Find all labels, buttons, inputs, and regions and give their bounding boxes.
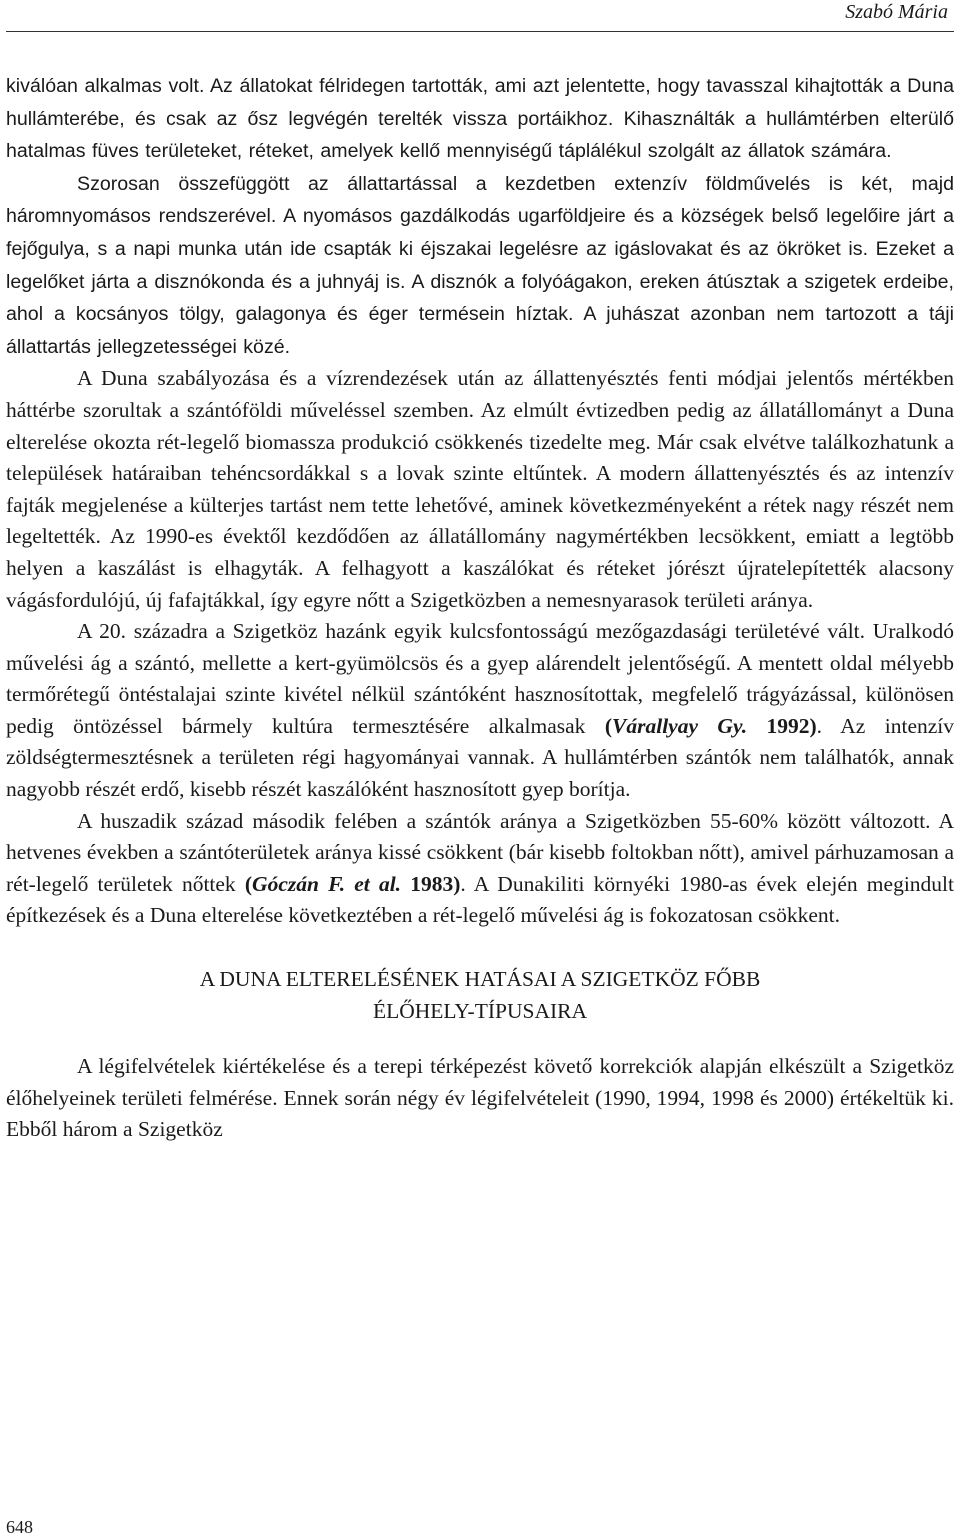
paragraph-text: A huszadik század második felében a szántók aránya a Szigetközben 55-60% között változott. A hetvenes években a szántóterületek aránya kissé csökkent (bár kisebb foltokban nőtt), amivel párhuzamosan a rét-legelő területek nőttek: [6, 808, 954, 896]
paragraph-20th-century: [6, 616, 954, 806]
paragraph-second-half: [6, 806, 954, 932]
citation-paren: (: [244, 871, 253, 896]
paragraph-text: A 20. századra a Szigetköz hazánk egyik kulcsfontosságú mezőgazdasági területévé vált. Uralkodó művelési ág a szántó, mellette a kert-gyümölcsös és a gyep alárendelt jelentőségű. A mentett oldal mélyebb termőrétegű öntéstalajai szinte kivétel nélkül szántóként hasznosítottak, megfelelő trágyázással, különösen pedig öntözéssel bármely kultúra termesztésére alkalmasak: [6, 619, 954, 738]
body-text: [6, 70, 954, 1146]
citation-year: 1992): [747, 713, 817, 738]
paragraph-survey: [6, 1051, 954, 1146]
citation-paren: (: [604, 713, 613, 738]
paragraph-text: A Duna szabályozása és a vízrendezések után az állattenyésztés fenti módjai jelentős mértékben háttérbe szorultak a szántóföldi műveléssel szemben. Az elmúlt évtizedben pedig az állatállományt a Duna elterelése okozta rét-legelő biomassza produkció csökkenés tizedelte meg. Már csak elvétve találkozhatunk a települések határaiban tehéncsordákkal s a lovak szinte eltűntek. A modern állattenyésztés és az intenzív fajták megjelenése a külterjes tartást nem tette lehetővé, aminek következményeként a rétek nagy részét nem legeltették. Az 1990-es évektől kezdődően az állatállomány nagymértékben lecsökkent, emiatt a legtöbb helyen a kaszálást is elhagyták. A felhagyott a kaszálókat és réteket jórészt újratelepítették alacsony vágásfordulójú, új fafajtákkal, így egyre nőtt a Szigetközben a nemesnyarasok területi aránya.: [6, 366, 954, 612]
paragraph-text-continuation: A nyomásos gazdálkodás ugarföldjeire és a községek belső legelőire járt a fejőgulya, s a napi munka után ide csapták ki éjszakai legelésre az igáslovakat és az ökröket is. Ezeket a legelőket járta a disznókonda és a juhnyáj is. A disznók a folyóágakon, ereken átúsztak a szigetek erdeibe, ahol a kocsányos tölgy, galagonya és éger termésein híztak. A juhászat azonban nem tartozott a táji állattartás jellegzetességei közé.: [6, 205, 955, 358]
page-number: 648: [6, 1517, 33, 1537]
paragraph-text: A légifelvételek kiértékelése és a terepi térképezést követő korrekciók alapján elkészült a Szigetköz élőhelyeinek területi felmérése. Ennek során négy év légifelvételeit (1990, 1994, 1998 és 2000) értékeltük ki. Ebből három a Szigetköz: [6, 1054, 954, 1142]
section-heading-line1: A DUNA ELTERELÉSÉNEK HATÁSAI A SZIGETKÖZ FŐBB: [199, 967, 761, 992]
paragraph-regulation: [6, 363, 954, 616]
paragraph-agriculture: [6, 168, 954, 364]
paragraph-livestock-intro: [6, 70, 954, 168]
citation-author: Várallyay Gy.: [612, 713, 748, 738]
section-heading-line2: ÉLŐHELY-TÍPUSAIRA: [372, 999, 588, 1024]
citation-author: Góczán F. et al.: [252, 871, 402, 896]
citation-year: 1983): [401, 871, 461, 896]
header-author: Szabó Mária: [845, 1, 948, 23]
paragraph-text: . A Dunakiliti környéki 1980-as évek elején megindult építkezések és a Duna elterelése következtében a rét-legelő művelési ág is fokozatosan csökkent.: [6, 871, 954, 928]
paragraph-text: . Az intenzív zöldségtermesztésnek a területen régi hagyományai vannak. A hullámtérben szántók nem találhatók, annak nagyobb részét erdő, kisebb részét kaszálóként hasznosított gyep borítja.: [6, 713, 954, 802]
paragraph-text-sans: Szorosan összefüggött az állattartással a kezdetben extenzív földművelés is két, majd háromnyomásos rendszerével.: [6, 172, 954, 228]
paragraph-text: kiválóan alkalmas volt. Az állatokat félridegen tartották, ami azt jelentette, hogy tavasszal kihajtották a Duna hullámterébe, és csak az ősz legvégén terelték vissza portáikhoz. Kihasználták a hullámtérben elterülő hatalmas füves területeket, réteket, amelyek kellő mennyiségű táplálékul szolgált az állatok számára.: [6, 75, 954, 163]
running-header: [6, 0, 954, 32]
section-heading: [6, 963, 954, 1027]
